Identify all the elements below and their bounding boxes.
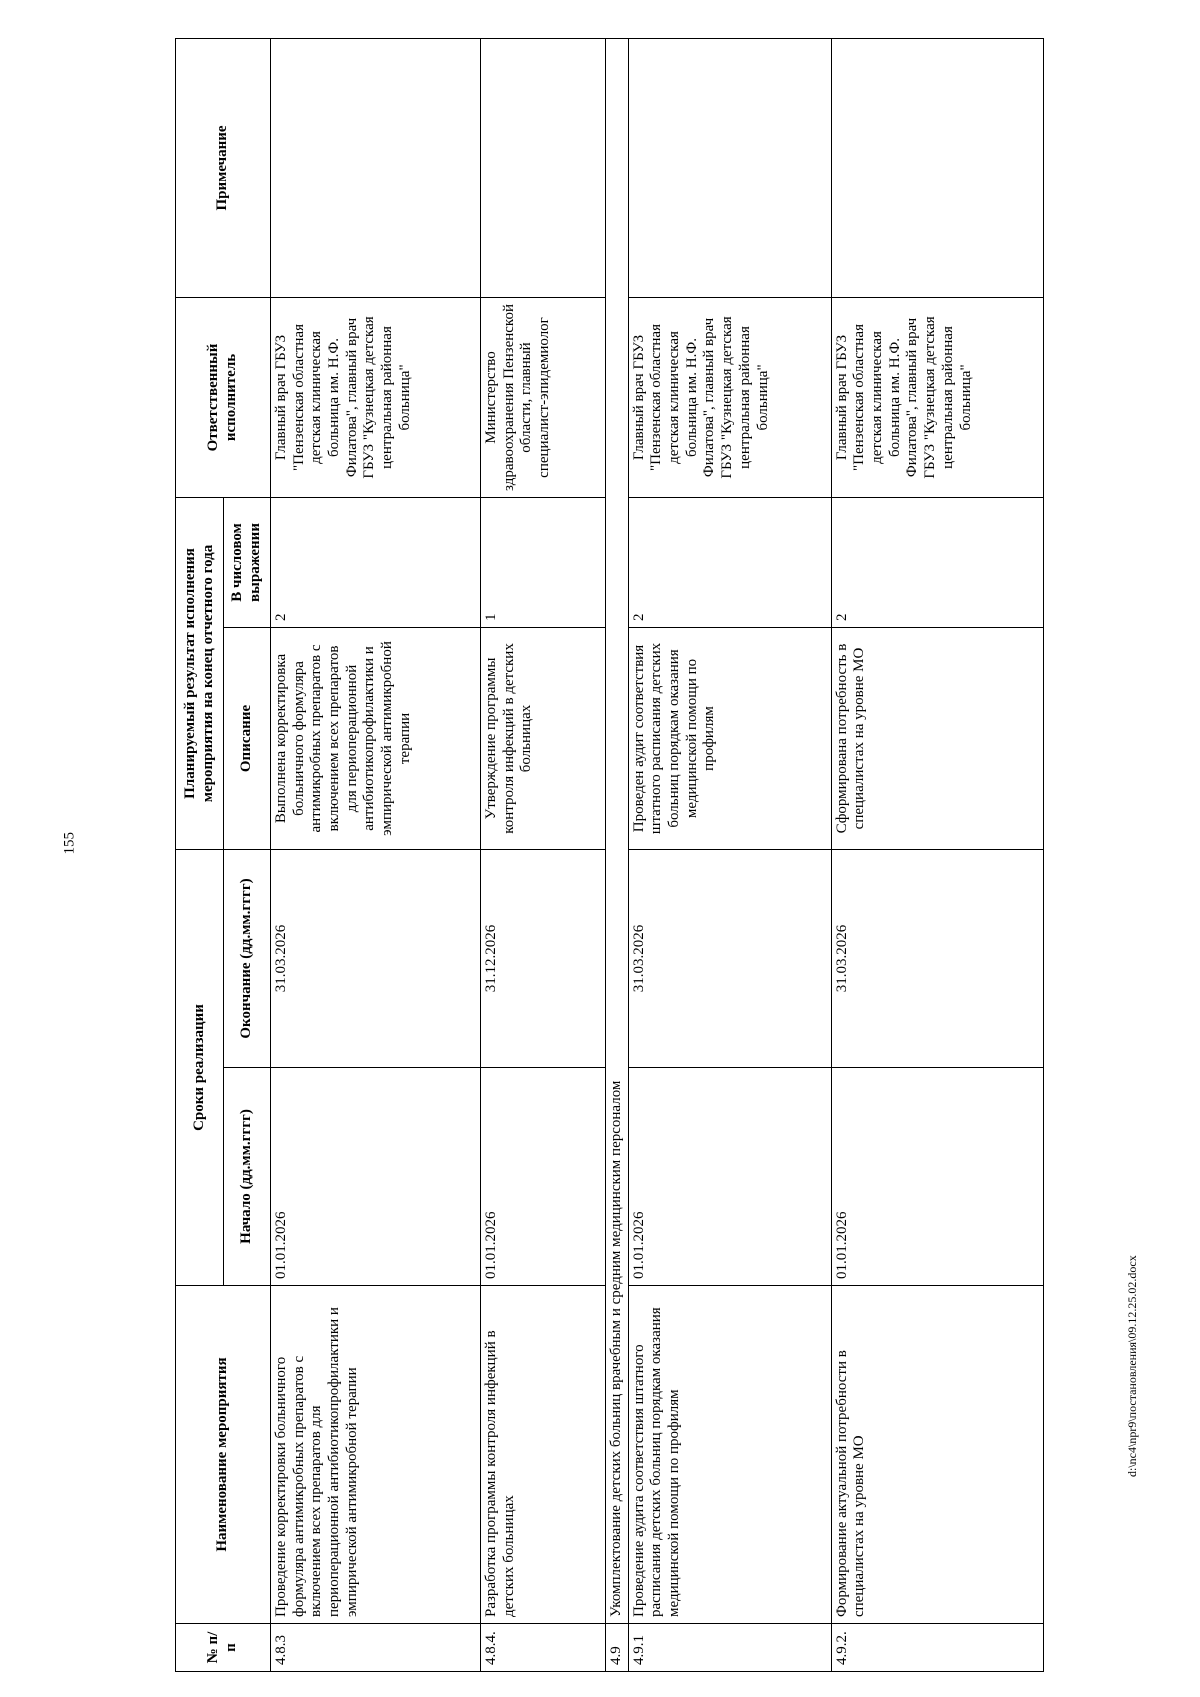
row-note: [831, 38, 1043, 297]
row-note: [271, 38, 481, 297]
footer-file-path: d:\nc4\npr9\постановления\09.12.25.02.docx: [1125, 1255, 1139, 1477]
header-description: Описание: [224, 627, 271, 849]
row-description: Сформирована потребность в специалистах на уровне МО: [831, 627, 1043, 849]
row-num: 4.9.1: [628, 1624, 831, 1672]
row-value: 2: [831, 497, 1043, 627]
row-description: Проведен аудит соответствия штатного расписания детских больниц порядкам оказания медицинской помощи по профилям: [628, 627, 831, 849]
table-row: [481, 38, 606, 1671]
row-responsible: Главный врач ГБУЗ "Пензенская областная детская клиническая больница им. Н.Ф. Филатова", главный врач ГБУЗ "Кузнецкая детская центральная районная больница": [831, 297, 1043, 497]
header-row-1: [176, 38, 224, 1671]
row-note: [481, 38, 606, 297]
section-row: [606, 38, 629, 1671]
header-start: Начало (дд.мм.гггг): [224, 1068, 271, 1286]
rotated-table-wrapper: [175, 39, 1040, 1672]
row-description: Утверждение программы контроля инфекций в детских больницах: [481, 627, 606, 849]
row-start: 01.01.2026: [628, 1068, 831, 1286]
row-responsible: Главный врач ГБУЗ "Пензенская областная детская клиническая больница им. Н.Ф. Филатова", главный врач ГБУЗ "Кузнецкая детская центральная районная больница": [628, 297, 831, 497]
row-note: [628, 38, 831, 297]
table-row: [271, 38, 481, 1671]
row-num: 4.8.3: [271, 1624, 481, 1672]
row-end: 31.03.2026: [271, 849, 481, 1067]
row-end: 31.03.2026: [831, 849, 1043, 1067]
row-name: Формирование актуальной потребности в специалистах на уровне МО: [831, 1286, 1043, 1624]
header-planned: Планируемый результат исполнения мероприятия на конец отчетного года: [176, 497, 224, 849]
header-name: Наименование мероприятия: [176, 1286, 271, 1624]
row-start: 01.01.2026: [831, 1068, 1043, 1286]
section-title: Укомплектование детских больниц врачебным и средним медицинским персоналом: [606, 38, 629, 1623]
header-num: № п/п: [176, 1624, 271, 1672]
row-end: 31.03.2026: [628, 849, 831, 1067]
row-num: 4.9.2.: [831, 1624, 1043, 1672]
row-name: Разработка программы контроля инфекций в детских больницах: [481, 1286, 606, 1624]
section-num: 4.9: [606, 1624, 629, 1672]
measures-table: [175, 38, 1044, 1672]
row-responsible: Главный врач ГБУЗ "Пензенская областная детская клиническая больница им. Н.Ф. Филатова", главный врач ГБУЗ "Кузнецкая детская центральная районная больница": [271, 297, 481, 497]
header-responsible: Ответственный исполнитель: [176, 297, 271, 497]
table-row: [628, 38, 831, 1671]
header-terms: Сроки реализации: [176, 849, 224, 1285]
row-name: Проведение аудита соответствия штатного расписания детских больниц порядкам оказания медицинской помощи по профилям: [628, 1286, 831, 1624]
footer-file-path-wrapper: [1125, 1255, 1139, 1478]
header-numeric: В числовом выражении: [224, 497, 271, 627]
page-number: 155: [61, 832, 78, 855]
row-value: 1: [481, 497, 606, 627]
row-end: 31.12.2026: [481, 849, 606, 1067]
table-row: [831, 38, 1043, 1671]
row-name: Проведение корректировки больничного формуляра антимикробных препаратов с включением всех препаратов для периоперационной антибиотикопрофилактики и эмпирической антимикробной терапии: [271, 1286, 481, 1624]
header-note: Примечание: [176, 38, 271, 297]
row-value: 2: [271, 497, 481, 627]
row-description: Выполнена корректировка больничного формуляра антимикробных препаратов с включением всех препаратов для периоперационной антибиотикопрофилактики и эмпирической антимикробной терапии: [271, 627, 481, 849]
row-start: 01.01.2026: [481, 1068, 606, 1286]
row-num: 4.8.4.: [481, 1624, 606, 1672]
row-responsible: Министерство здравоохранения Пензенской области, главный специалист-эпидемиолог: [481, 297, 606, 497]
header-end: Окончание (дд.мм.гггг): [224, 849, 271, 1067]
row-start: 01.01.2026: [271, 1068, 481, 1286]
row-value: 2: [628, 497, 831, 627]
